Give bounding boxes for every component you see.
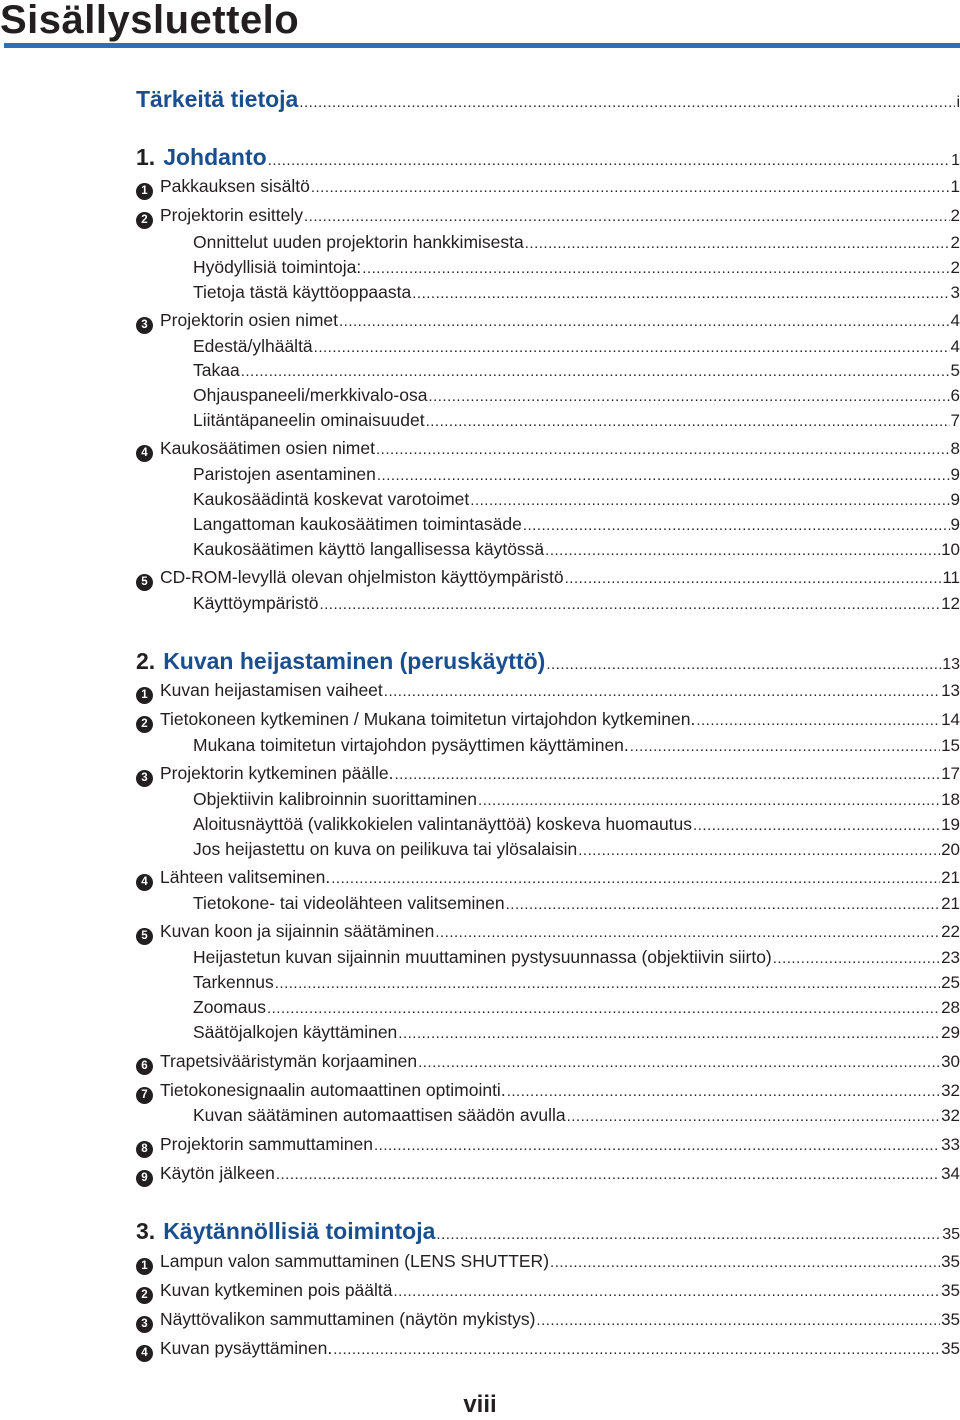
- page-number: 21: [941, 868, 960, 887]
- toc-entry-label: Projektorin sammuttaminen: [160, 1134, 373, 1154]
- page-number: 2: [950, 206, 960, 225]
- dot-leader: [267, 1000, 940, 1017]
- page-number: 12: [941, 594, 960, 613]
- chapter-number: 2.: [136, 648, 156, 674]
- page-number: 32: [941, 1106, 960, 1125]
- chapter-title: Johdanto: [163, 144, 267, 170]
- toc-entry-label: Projektorin kytkeminen päälle.: [160, 763, 394, 783]
- toc-entry-label: Lähteen valitseminen.: [160, 867, 331, 887]
- toc-subentry[interactable]: [193, 336, 960, 357]
- toc-entry[interactable]: [136, 1051, 960, 1073]
- toc-subentry[interactable]: [193, 282, 960, 303]
- numbered-bullet-icon: 7: [136, 1087, 153, 1104]
- dot-leader: [398, 1025, 940, 1042]
- page-number: 21: [941, 894, 960, 913]
- page-number: 9: [950, 490, 960, 509]
- dot-leader: [275, 975, 940, 992]
- toc-entry-label: CD-ROM-levyllä olevan ohjelmiston käyttöympäristö: [160, 567, 564, 587]
- toc-heading-chapter-1[interactable]: [136, 144, 960, 171]
- dot-leader: [478, 792, 940, 809]
- page-number: 33: [941, 1135, 960, 1154]
- dot-leader: [299, 94, 955, 111]
- toc-entry-label: Projektorin osien nimet: [160, 310, 338, 330]
- page-number: 35: [941, 1310, 960, 1329]
- dot-leader: [362, 260, 949, 277]
- chapter-number: 1.: [136, 144, 156, 170]
- toc-entry[interactable]: [136, 567, 960, 589]
- toc-subentry[interactable]: [193, 972, 960, 993]
- page-number: 14: [941, 710, 960, 729]
- toc-subentry[interactable]: [193, 410, 960, 431]
- toc-entry-label: Tarkennus: [193, 972, 274, 992]
- dot-leader: [773, 950, 940, 967]
- toc-entry[interactable]: [136, 1134, 960, 1156]
- dot-leader: [394, 1283, 941, 1300]
- toc-entry[interactable]: [136, 205, 960, 227]
- page-number: 3: [950, 283, 960, 302]
- dot-leader: [314, 339, 950, 356]
- chapter-number: 3.: [136, 1218, 156, 1244]
- toc-heading-chapter-2[interactable]: [136, 648, 960, 675]
- toc-subentry[interactable]: [193, 257, 960, 278]
- toc-entry-label: Heijastetun kuvan sijainnin muuttaminen pystysuunnassa (objektiivin siirto): [193, 947, 772, 967]
- dot-leader: [546, 656, 941, 673]
- dot-leader: [331, 870, 940, 887]
- toc-heading-label: Tärkeitä tietoja: [136, 86, 299, 112]
- toc-entry[interactable]: [136, 176, 960, 198]
- toc-entry[interactable]: [136, 1163, 960, 1185]
- toc-subentry[interactable]: [193, 232, 960, 253]
- toc-entry-label: Hyödyllisiä toimintoja:: [193, 257, 362, 277]
- toc-heading-important[interactable]: [136, 86, 960, 113]
- toc-entry[interactable]: [136, 921, 960, 943]
- toc-entry-label: Zoomaus: [193, 997, 266, 1017]
- dot-leader: [412, 285, 949, 302]
- toc-entry-label: Mukana toimitetun virtajohdon pysäyttimen käyttäminen.: [193, 735, 629, 755]
- toc-entry-label: Käyttöympäristö: [193, 593, 319, 613]
- dot-leader: [384, 683, 940, 700]
- page-number: 35: [942, 1226, 960, 1243]
- numbered-bullet-icon: 2: [136, 212, 153, 229]
- page-number: 20: [941, 840, 960, 859]
- numbered-bullet-icon: 5: [136, 574, 153, 591]
- toc-subentry[interactable]: [193, 593, 960, 614]
- toc-entry-label: Kuvan koon ja sijainnin säätäminen: [160, 921, 435, 941]
- toc-entry[interactable]: [136, 1309, 960, 1331]
- page-number: 23: [941, 948, 960, 967]
- page-number: 2: [950, 233, 960, 252]
- dot-leader: [276, 1166, 940, 1183]
- dot-leader: [304, 208, 950, 225]
- numbered-bullet-icon: 1: [136, 687, 153, 704]
- page-number: 22: [941, 922, 960, 941]
- dot-leader: [436, 1226, 941, 1243]
- dot-leader: [545, 542, 940, 559]
- toc-subentry[interactable]: [193, 735, 960, 756]
- toc-entry-label: Kuvan säätäminen automaattisen säädön avulla: [193, 1105, 566, 1125]
- page-number: 29: [941, 1023, 960, 1042]
- toc-entry-label: Paristojen asentaminen: [193, 464, 376, 484]
- numbered-bullet-icon: 4: [136, 874, 153, 891]
- toc-entry-label: Liitäntäpaneelin ominaisuudet: [193, 410, 425, 430]
- toc-entry[interactable]: [136, 763, 960, 785]
- toc-entry-label: Takaa: [193, 360, 240, 380]
- dot-leader: [696, 712, 940, 729]
- dot-leader: [426, 413, 950, 430]
- dot-leader: [339, 313, 950, 330]
- title-underline: [4, 43, 960, 48]
- page-number: 17: [941, 764, 960, 783]
- toc-subentry[interactable]: [193, 789, 960, 810]
- footer-page-number: viii: [463, 1391, 497, 1418]
- toc-heading-label: [136, 1218, 435, 1245]
- toc-entry-label: Säätöjalkojen käyttäminen: [193, 1022, 398, 1042]
- page-number: 2: [950, 258, 960, 277]
- page-title: Sisällysluettelo: [0, 0, 300, 42]
- toc-entry-label: Aloitusnäyttöä (valikkokielen valintanäyttöä) koskeva huomautus: [193, 814, 693, 834]
- toc-entry-label: Käytön jälkeen: [160, 1163, 275, 1183]
- numbered-bullet-icon: 6: [136, 1058, 153, 1075]
- page-number: 5: [950, 361, 960, 380]
- toc-entry-label: Edestä/ylhäältä: [193, 336, 313, 356]
- numbered-bullet-icon: 8: [136, 1141, 153, 1158]
- toc-entry[interactable]: [136, 310, 960, 332]
- toc-entry-label: Trapetsivääristymän korjaaminen: [160, 1051, 418, 1071]
- page-number: 13: [942, 656, 960, 673]
- numbered-bullet-icon: 5: [136, 928, 153, 945]
- page-number: i: [956, 94, 960, 111]
- dot-leader: [693, 817, 940, 834]
- page-number: 1: [950, 177, 960, 196]
- page-number: 8: [950, 439, 960, 458]
- toc-subentry[interactable]: [193, 814, 960, 835]
- toc-entry[interactable]: [136, 1251, 960, 1273]
- toc-entry-label: Tietoja tästä käyttöoppaasta: [193, 282, 412, 302]
- numbered-bullet-icon: 2: [136, 1287, 153, 1304]
- numbered-bullet-icon: 1: [136, 1258, 153, 1275]
- toc-subentry[interactable]: [193, 539, 960, 560]
- page-number: 25: [941, 973, 960, 992]
- toc-subentry[interactable]: [193, 1105, 960, 1126]
- dot-leader: [565, 570, 942, 587]
- toc-entry-label: Kuvan kytkeminen pois päältä: [160, 1280, 393, 1300]
- dot-leader: [507, 1083, 940, 1100]
- toc-entry[interactable]: [136, 867, 960, 889]
- dot-leader: [418, 1054, 940, 1071]
- dot-leader: [525, 235, 950, 252]
- dot-leader: [394, 766, 940, 783]
- numbered-bullet-icon: 4: [136, 1345, 153, 1362]
- dot-leader: [311, 179, 950, 196]
- dot-leader: [470, 492, 949, 509]
- numbered-bullet-icon: 2: [136, 716, 153, 733]
- numbered-bullet-icon: 1: [136, 183, 153, 200]
- toc-heading-label: [136, 648, 545, 675]
- toc-entry-label: Onnittelut uuden projektorin hankkimisesta: [193, 232, 524, 252]
- toc-entry-label: Tietokone- tai videolähteen valitseminen: [193, 893, 505, 913]
- toc-entry-label: Objektiivin kalibroinnin suorittaminen: [193, 789, 478, 809]
- toc-entry[interactable]: [136, 438, 960, 460]
- dot-leader: [374, 1137, 940, 1154]
- toc-entry-label: Lampun valon sammuttaminen (LENS SHUTTER): [160, 1251, 550, 1271]
- dot-leader: [630, 738, 940, 755]
- toc-subentry[interactable]: [193, 1022, 960, 1043]
- toc-entry-label: Tietokoneen kytkeminen / Mukana toimitetun virtajohdon kytkeminen.: [160, 709, 696, 729]
- toc-entry[interactable]: [136, 1338, 960, 1360]
- chapter-title: Käytännöllisiä toimintoja: [163, 1218, 436, 1244]
- page-number: 35: [941, 1281, 960, 1300]
- page-number: 19: [941, 815, 960, 834]
- page-number: 9: [950, 515, 960, 534]
- dot-leader: [435, 924, 940, 941]
- page-number: 7: [950, 411, 960, 430]
- toc-entry[interactable]: [136, 1280, 960, 1302]
- toc-subentry[interactable]: [193, 893, 960, 914]
- page-number: 9: [950, 465, 960, 484]
- page-number: 18: [941, 790, 960, 809]
- numbered-bullet-icon: 4: [136, 445, 153, 462]
- page-number: 13: [941, 681, 960, 700]
- dot-leader: [506, 896, 940, 913]
- toc-entry-label: Jos heijastettu on kuva on peilikuva tai ylösalaisin: [193, 839, 578, 859]
- page-number: 1: [951, 152, 960, 169]
- toc-entry-label: Kaukosäädintä koskevat varotoimet: [193, 489, 470, 509]
- numbered-bullet-icon: 3: [136, 770, 153, 787]
- dot-leader: [523, 517, 950, 534]
- toc-subentry[interactable]: [193, 997, 960, 1018]
- toc-entry-label: Näyttövalikon sammuttaminen (näytön mykistys): [160, 1309, 536, 1329]
- page-number: 32: [941, 1081, 960, 1100]
- toc-subentry[interactable]: [193, 839, 960, 860]
- dot-leader: [536, 1312, 940, 1329]
- dot-leader: [241, 363, 950, 380]
- toc-entry[interactable]: [136, 680, 960, 702]
- page-number: 4: [950, 311, 960, 330]
- toc-subentry[interactable]: [193, 360, 960, 381]
- toc-subentry[interactable]: [193, 464, 960, 485]
- page-number: 4: [950, 337, 960, 356]
- dot-leader: [578, 842, 940, 859]
- page-number: 15: [941, 736, 960, 755]
- toc-entry-label: Pakkauksen sisältö: [160, 176, 310, 196]
- dot-leader: [268, 152, 950, 169]
- toc-subentry[interactable]: [193, 385, 960, 406]
- toc-entry-label: Kuvan heijastamisen vaiheet: [160, 680, 383, 700]
- toc-entry-label: Kaukosäätimen osien nimet: [160, 438, 375, 458]
- toc-entry-label: Kaukosäätimen käyttö langallisessa käytössä: [193, 539, 545, 559]
- page-number: 11: [942, 568, 960, 587]
- dot-leader: [377, 467, 950, 484]
- toc-subentry[interactable]: [193, 947, 960, 968]
- toc-entry[interactable]: [136, 709, 960, 731]
- toc-subentry[interactable]: [193, 489, 960, 510]
- page-number: 30: [941, 1052, 960, 1071]
- dot-leader: [333, 1341, 940, 1358]
- numbered-bullet-icon: 9: [136, 1170, 153, 1187]
- chapter-title: Kuvan heijastaminen (peruskäyttö): [163, 648, 546, 674]
- numbered-bullet-icon: 3: [136, 1316, 153, 1333]
- page-number: 28: [941, 998, 960, 1017]
- numbered-bullet-icon: 3: [136, 317, 153, 334]
- page-number: 35: [941, 1339, 960, 1358]
- page-number: 10: [941, 540, 960, 559]
- dot-leader: [428, 388, 949, 405]
- toc-entry[interactable]: [136, 1080, 960, 1102]
- dot-leader: [567, 1108, 940, 1125]
- toc-entry-label: Tietokonesignaalin automaattinen optimointi.: [160, 1080, 506, 1100]
- dot-leader: [550, 1254, 940, 1271]
- toc-subentry[interactable]: [193, 514, 960, 535]
- dot-leader: [319, 596, 940, 613]
- dot-leader: [376, 441, 950, 458]
- page-number: 34: [941, 1164, 960, 1183]
- toc-entry-label: Langattoman kaukosäätimen toimintasäde: [193, 514, 522, 534]
- toc-heading-label: [136, 144, 267, 171]
- page-number: 35: [941, 1252, 960, 1271]
- page-number: 6: [950, 386, 960, 405]
- toc-entry-label: Kuvan pysäyttäminen.: [160, 1338, 333, 1358]
- toc-entry-label: Ohjauspaneeli/merkkivalo-osa: [193, 385, 428, 405]
- toc-heading-chapter-3[interactable]: [136, 1218, 960, 1245]
- toc-entry-label: Projektorin esittely: [160, 205, 303, 225]
